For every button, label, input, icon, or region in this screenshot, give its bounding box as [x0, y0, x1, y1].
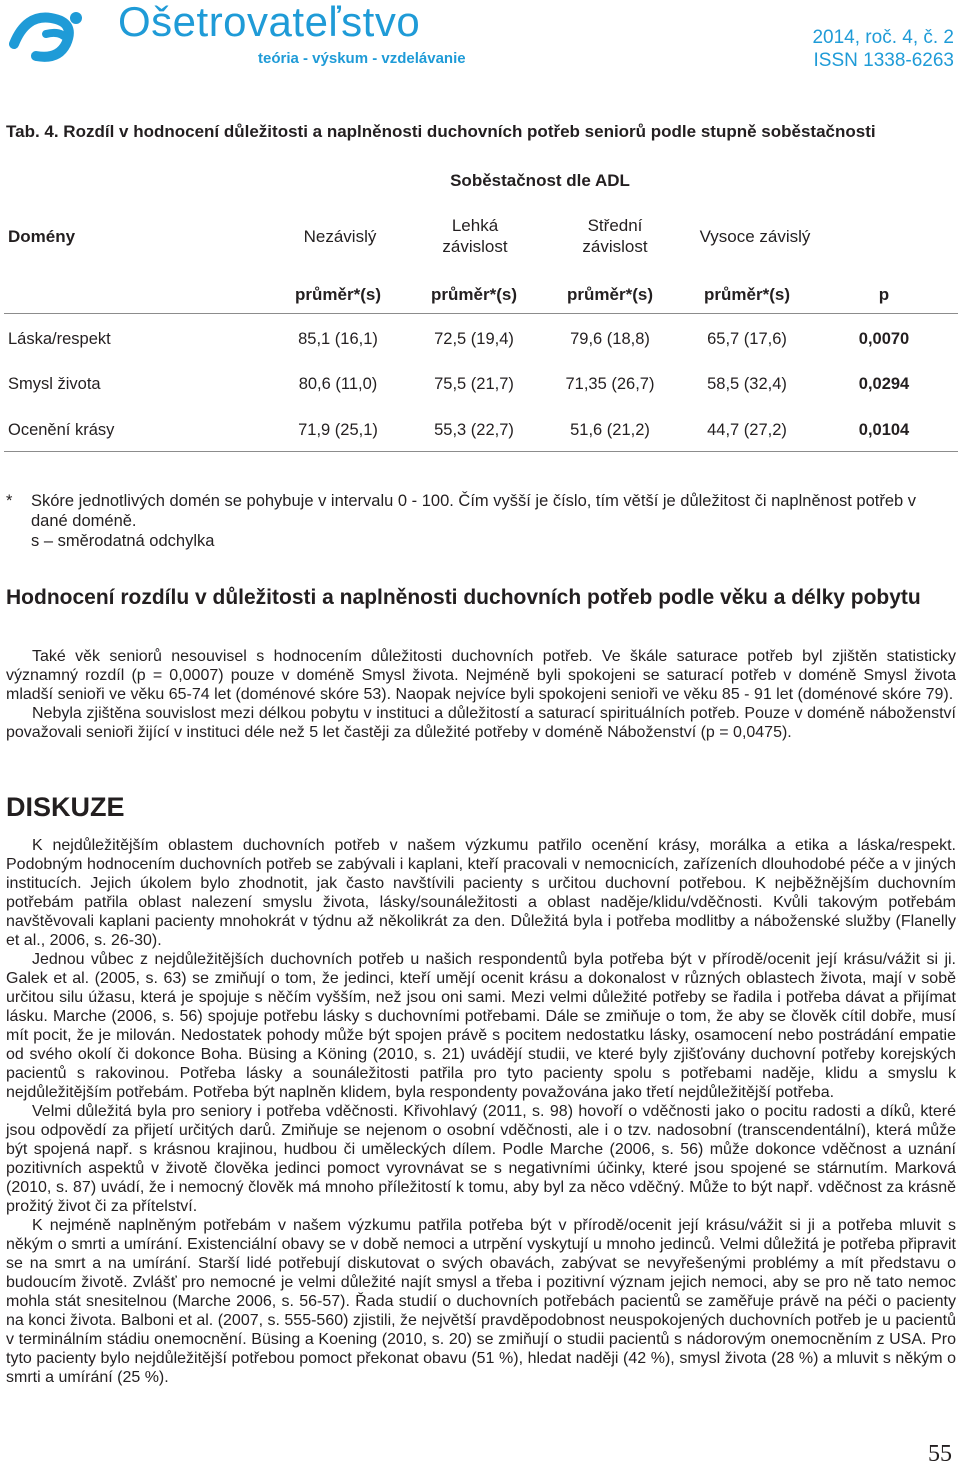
table-rule	[4, 313, 958, 314]
paragraph: Velmi důležitá byla pro seniory i potřeba vděčnosti. Křivohlavý (2011, s. 98) hovoří o vděčnosti jako o pocitu radosti a díků, které jsou odpovědí za přijetí určitých darů. Zmiňuje se nejenom o osobní vděčnosti, ale i o tzv. nadosobní (transcendentální), která může být spojená např. s krásnou krajinou, hudbou či uměleckých dílem. Podle Marche (2006, s. 56) může dokonce vděčnost a uznání pozitivních aspektů v životě člověka jedinci pomoct vyrovnávat se s negativními účinky, které jsou spojené se stárnutím. Marková (2010, s. 87) uvádí, že i nemocný člověk má mnoho příležitostí k tomu, aby byl za něco vděčný. Může to být např. vděčnost za krásně prožitý život či za přítelství.	[6, 1103, 956, 1215]
table-cell: 72,5 (19,4)	[434, 330, 514, 348]
journal-logo-icon	[6, 4, 106, 64]
issue-line: 2014, roč. 4, č. 2	[812, 27, 954, 48]
paragraph: Nebyla zjištěna souvislost mezi délkou pobytu v instituci a důležitostí a saturací spirituálních potřeb. Pouze v doméně náboženství považovali senioři žijící v instituci déle než 5 let častěji za důležité potřeby v doméně Náboženství (p = 0,0475).	[6, 705, 956, 741]
issn-line: ISSN 1338-6263	[813, 50, 954, 71]
p-header: p	[878, 285, 890, 304]
table-group-header: Soběstačnost dle ADL	[450, 171, 630, 190]
table-cell: 58,5 (32,4)	[707, 375, 787, 393]
journal-title: Ošetrovateľstvo	[118, 0, 421, 45]
p-value: 0,0294	[858, 375, 910, 393]
table-cell: 75,5 (21,7)	[434, 375, 514, 393]
paragraph: Jednou vůbec z nejdůležitějších duchovních potřeb u našich respondentů byla potřeba být v přírodě/ocenit její krásu/vážit si ji. Galek et al. (2005, s. 63) se zmiňují o tom, že jedinci, kteří umějí ocenit krásu a dokonalost v různých oblastech života, mají v sobě určitou silu úžasu, která je spojuje s něčím vyšším, než jsou oni sami. Mezi velmi důležité potřeby se řadila i potřeba dávat a přijímat lásku. Marche (2006, s. 56) spojuje potřebu lásky s duchovními potřebami. Dále se zmiňuje o tom, že aby se člověk cítil dobře, musí mít pocit, že je milován. Nedostatek pohody může být spojen právě s pocitem nedostatku lásky, osamocení nebo postrádání empatie od svého okolí či dokonce Boha. Büsing a Köning (2010, s. 21) uvádějí studii, ve které byly zjišťovány duchovní potřeby korejských pacientů s rakovinou. Potřeba lásky a sounáležitosti patřila pro tyto pacienty spolu s potřebami naděje, klidu a smyslu k nejdůležitějším potřebám. Potřeba být naplněn klidem, byla respondenty považována jako třetí nejdůležitější potřeba.	[6, 951, 956, 1101]
table-cell: 80,6 (11,0)	[298, 375, 378, 393]
table-cell: 71,9 (25,1)	[298, 421, 378, 439]
table-cell: 51,6 (21,2)	[570, 421, 650, 439]
table-cell: 85,1 (16,1)	[298, 330, 378, 348]
table-rule	[4, 451, 958, 452]
paragraph: K nejméně naplněným potřebám v našem výzkumu patřila potřeba být v přírodě/ocenit její krásu/vážit si ji a potřeba mluvit s někým o smrti a umírání. Existenciální obavy se v době nemoci a utrpění vyskytují u mnoho jedinců. Velmi důležitá je potřeba připravit se na smrt a na umírání. Starší lidé potřebují diskutovat o svých obavách, zabývat se nevyřešenými problémy a mít představu o budoucím životě. Zvlášť pro nemocné je velmi důležité najít smysl a třeba i pozitivní význam jejich nemoci, aby se pro ně tato nemoc mohla stát snesitelnou (Marche 2006, s. 56-57). Řada studií o duchovních potřebách pacientů se zaměřuje právě na péči o pacienty na konci života. Balboni et al. (2007, s. 555-560) zjistili, že největší pravděpodobnost neuspokojených duchovních potřeb je u pacientů v terminálním stádiu onemocnění. Büsing a Koening (2010, s. 20) se zmiňují o studii pacientů s nádorovým onemocněním z USA. Pro tyto pacienty bylo nejdůležitější potřebou pomoct překonat obavu (51 %), hledat naději (42 %), smysl života (28 %) a mluvit s někým o smrti a umírání (25 %).	[6, 1217, 956, 1386]
p-value: 0,0104	[858, 421, 910, 439]
section-heading: Hodnocení rozdílu v důležitosti a naplněnosti duchovních potřeb podle věku a délky pobytu	[6, 586, 921, 609]
footnote-sd: s – směrodatná odchylka	[31, 532, 215, 550]
journal-subtitle: teória - výskum - vzdelávanie	[258, 50, 466, 67]
table-cell: 44,7 (27,2)	[707, 421, 787, 439]
stat-header: průměr*(s)	[567, 285, 653, 304]
column-header: Nezávislý	[303, 227, 377, 246]
row-domain: Láska/respekt	[8, 330, 111, 348]
row-domain: Smysl života	[8, 375, 101, 393]
stat-header: průměr*(s)	[704, 285, 790, 304]
stat-header: průměr*(s)	[431, 285, 517, 304]
p-value: 0,0070	[858, 330, 910, 348]
column-header: Lehká závislost	[442, 216, 508, 256]
paragraph: Také věk seniorů nesouvisel s hodnocením důležitosti duchovních potřeb. Ve škále saturace potřeb byl zjištěn statisticky významný rozdíl (p = 0,0007) pouze v doméně Smysl života. Nejméně byli spokojeni se saturací potřeb v doméně Smysl života mladší senioři ve věku 65-74 let (doménové skóre 53). Naopak nejvíce byli spokojeni senioři ve věku 85 - 91 let (doménové skóre 79).	[6, 648, 956, 703]
table-cell: 55,3 (22,7)	[434, 421, 514, 439]
page-number: 55	[928, 1441, 952, 1467]
footnote-score: Skóre jednotlivých domén se pohybuje v intervalu 0 - 100. Čím vyšší je číslo, tím větší je důležitost či naplněnost potřeb v dané doméně.	[31, 492, 917, 530]
table-cell: 79,6 (18,8)	[570, 330, 650, 348]
column-header: Vysoce závislý	[699, 227, 811, 246]
table-caption: Tab. 4. Rozdíl v hodnocení důležitosti a naplněnosti duchovních potřeb seniorů podle stupně soběstačnosti	[6, 122, 876, 141]
table-cell: 65,7 (17,6)	[707, 330, 787, 348]
discussion-body	[6, 836, 956, 1387]
table-cell: 71,35 (26,7)	[565, 375, 655, 393]
discussion-heading: DISKUZE	[6, 792, 125, 822]
stat-header: průměr*(s)	[295, 285, 381, 304]
footnote-mark: *	[6, 492, 13, 510]
column-header: Střední závislost	[582, 216, 648, 256]
paragraph: K nejdůležitějším oblastem duchovních potřeb v našem výzkumu patřilo ocenění krásy, morálka a etika a láska/respekt. Podobným hodnocením duchovních potřeb se zabývali i kaplani, kteří pracovali v nemocnicích, zařízeních dlouhodobé péče a v jiných institucích. Jejich úkolem bylo zhodnotit, jak často navštívili pacienty s určitou duchovní potřebou. K nejběžnějším duchovním potřebám patřila oblast nalezení smyslu života, lásky/sounáležitosti a oblast naděje/klidu/vděčnosti. Kvůli takovým potřebám navštěvovali kaplani pacienty mnohokrát v týdnu až několikrát za den. Důležitá byla i potřeba modlitby a náboženské služby (Flanelly et al., 2006, s. 26-30).	[6, 837, 956, 949]
section-body	[6, 647, 956, 742]
table-domain-header: Domény	[8, 227, 76, 246]
issue-info	[812, 26, 954, 72]
row-domain: Ocenění krásy	[8, 421, 115, 439]
